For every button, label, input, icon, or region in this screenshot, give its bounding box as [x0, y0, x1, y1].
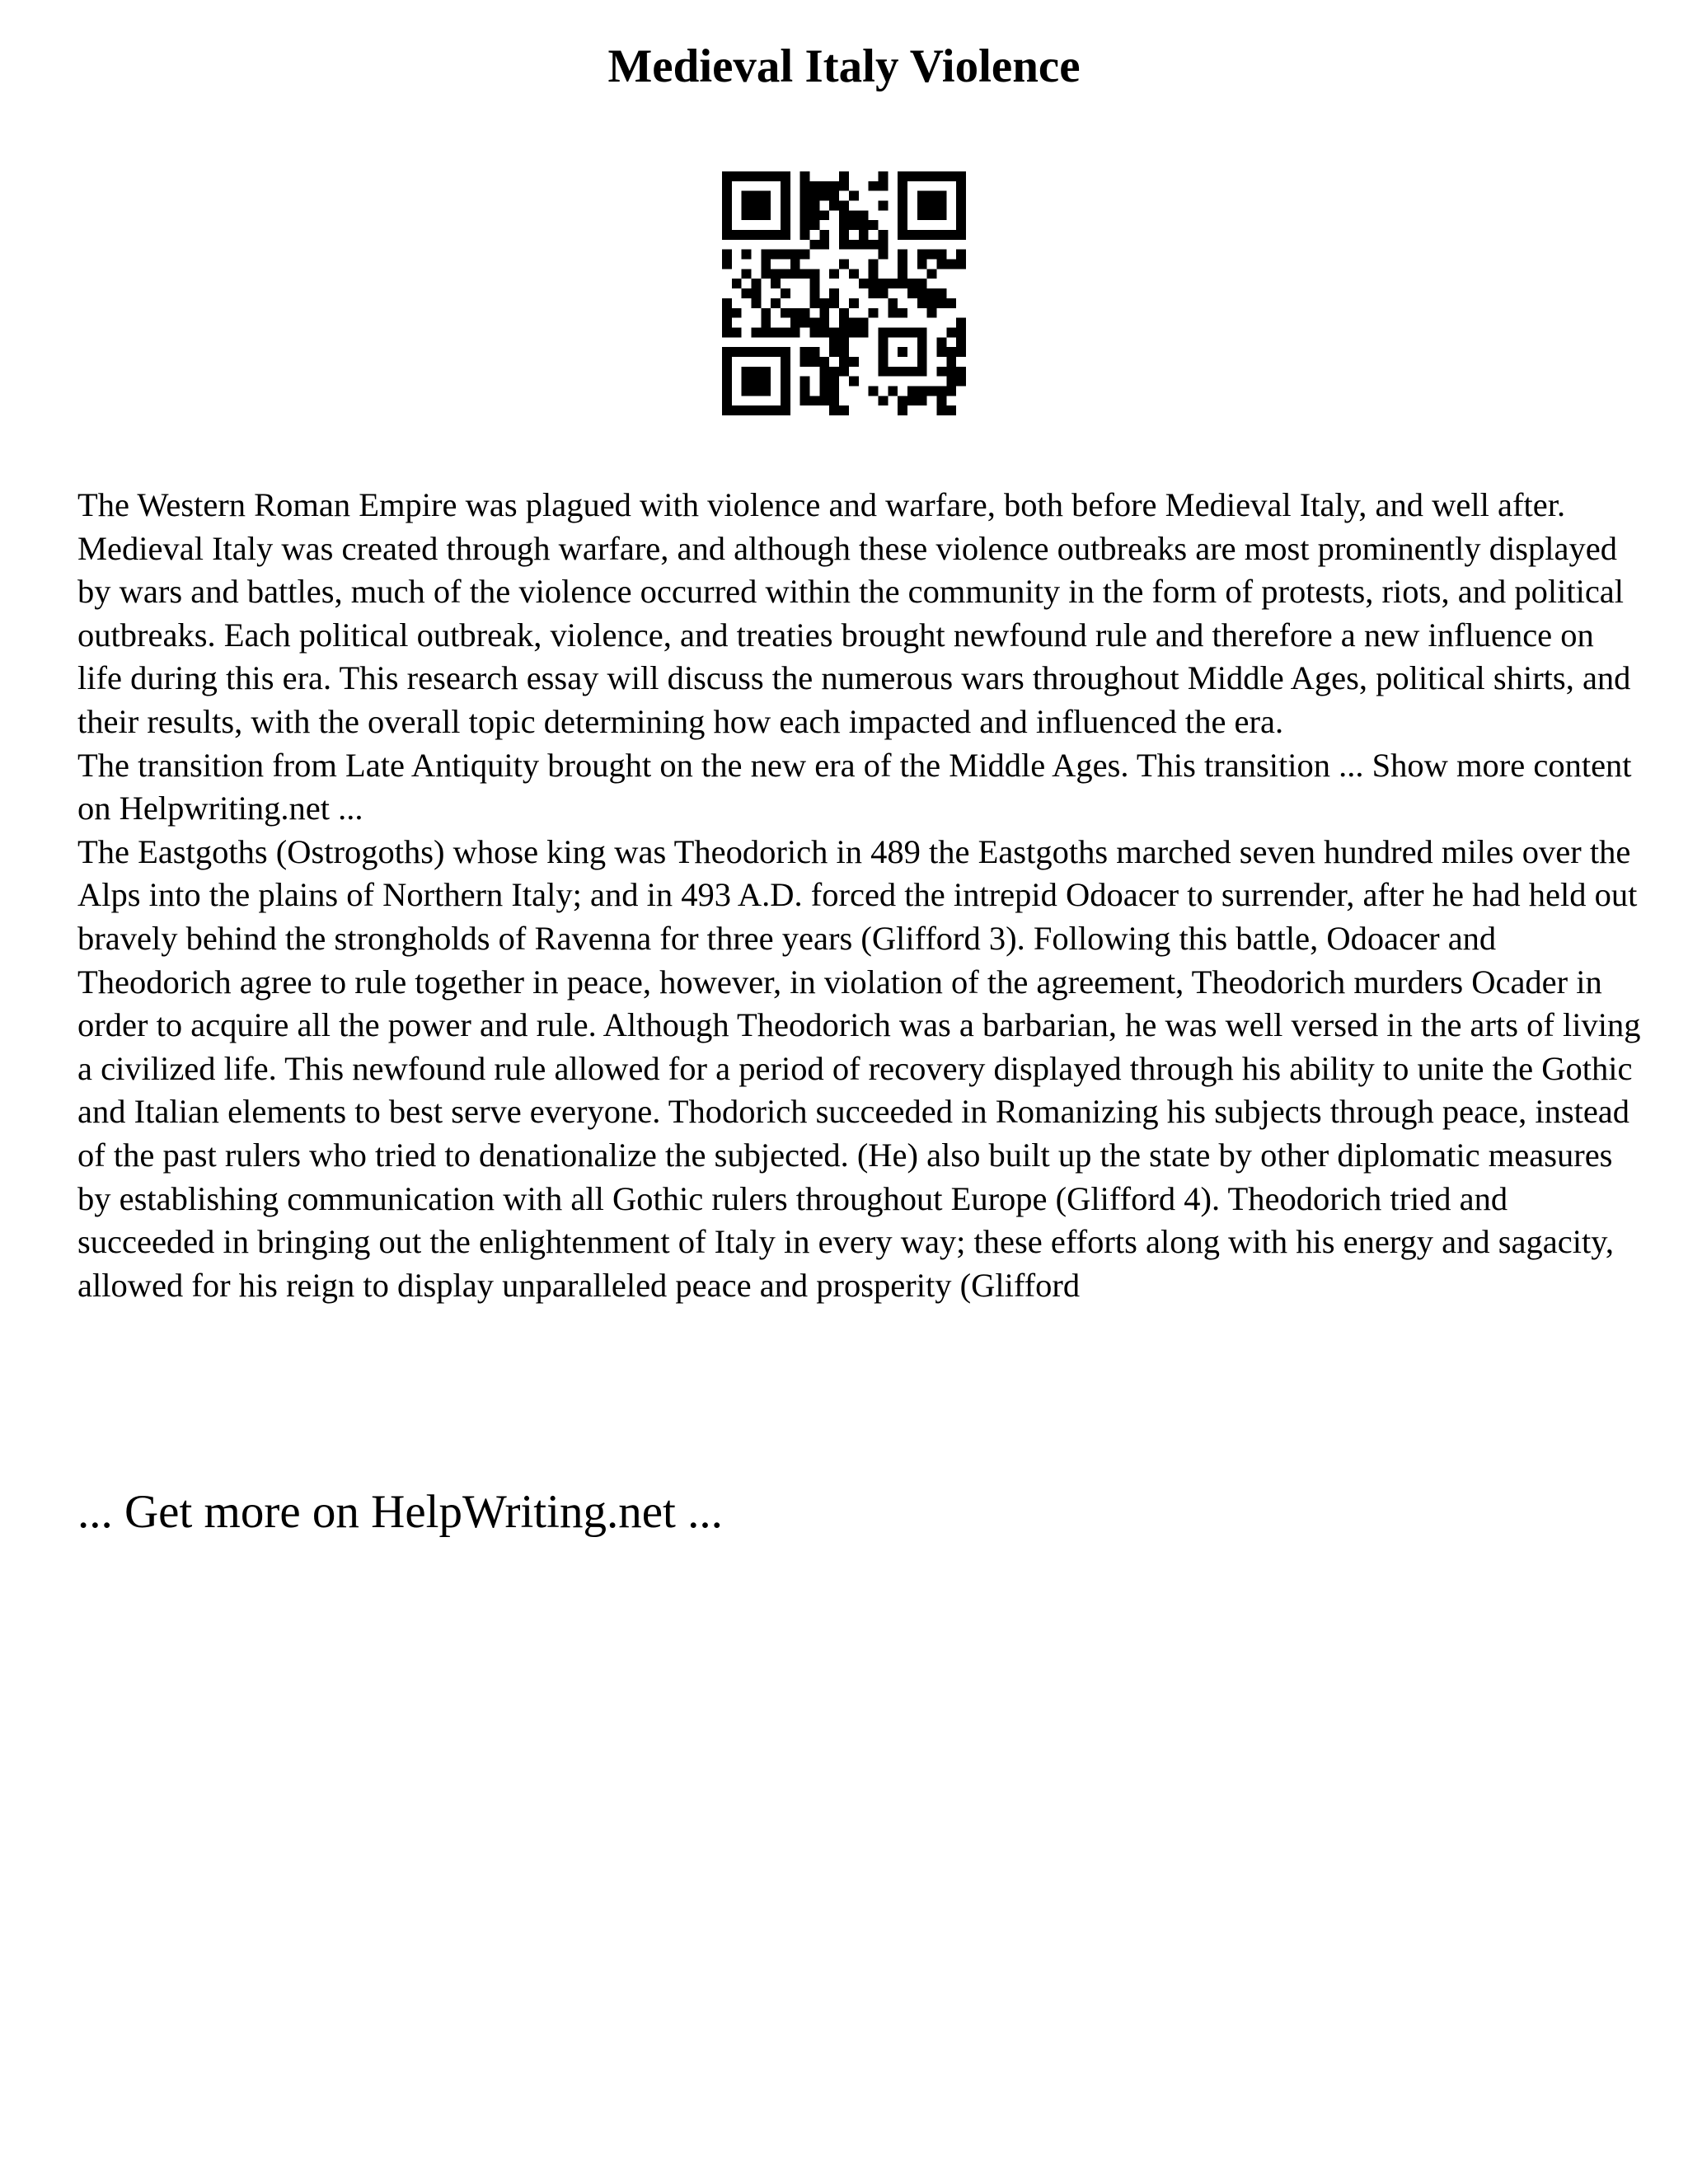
paragraph-eastgoths: The Eastgoths (Ostrogoths) whose king was Theodorich in 489 the Eastgoths marched seven hundred miles over the Alps into the plains of Northern Italy; and in 493 A.D. forced the intrepid Odoacer to surrender, after he had held out bravely behind the strongholds of Ravenna for three years (Glifford 3). Following this battle, Odoacer and Theodorich agree to rule together in peace, however, in violation of the agreement, Theodorich murders Ocader in order to acquire all the power and rule. Although Theodorich was a barbarian, he was well versed in the arts of living a civilized life. This newfound rule allowed for a period of recovery displayed through his ability to unite the Gothic and Italian elements to best serve everyone. Thodorich succeeded in Romanizing his subjects through peace, instead of the past rulers who tried to denationalize the subjected. (He) also built up the state by other diplomatic measures by establishing communication with all Gothic rulers throughout Europe (Glifford 4). Theodorich tried and succeeded in bringing out the enlightenment of Italy in every way; these efforts along with his energy and sagacity, allowed for his reign to display unparalleled peace and prosperity (Glifford — [77, 832, 1641, 1304]
paragraph-transition: The transition from Late Antiquity brought on the new era of the Middle Ages. This transition ... Show more content on Helpwriting.net ... — [77, 746, 1632, 827]
paragraph-intro: The Western Roman Empire was plagued with violence and warfare, both before Medieval Italy, and well after. Medieval Italy was created through warfare, and although these violence outbreaks are most prominently displayed by wars and battles, much of the violence occurred within the community in the form of protests, riots, and political outbreaks. Each political outbreak, violence, and treaties brought newfound rule and therefore a new influence on life during this era. This research essay will discuss the numerous wars throughout Middle Ages, political shirts, and their results, with the overall topic determining how each impacted and influenced the era. — [77, 486, 1631, 740]
qr-code-icon — [722, 171, 966, 415]
get-more-link[interactable]: ... Get more on HelpWriting.net ... — [77, 1486, 723, 1538]
essay-body — [77, 484, 1643, 1307]
page-title: Medieval Italy Violence — [607, 40, 1081, 92]
